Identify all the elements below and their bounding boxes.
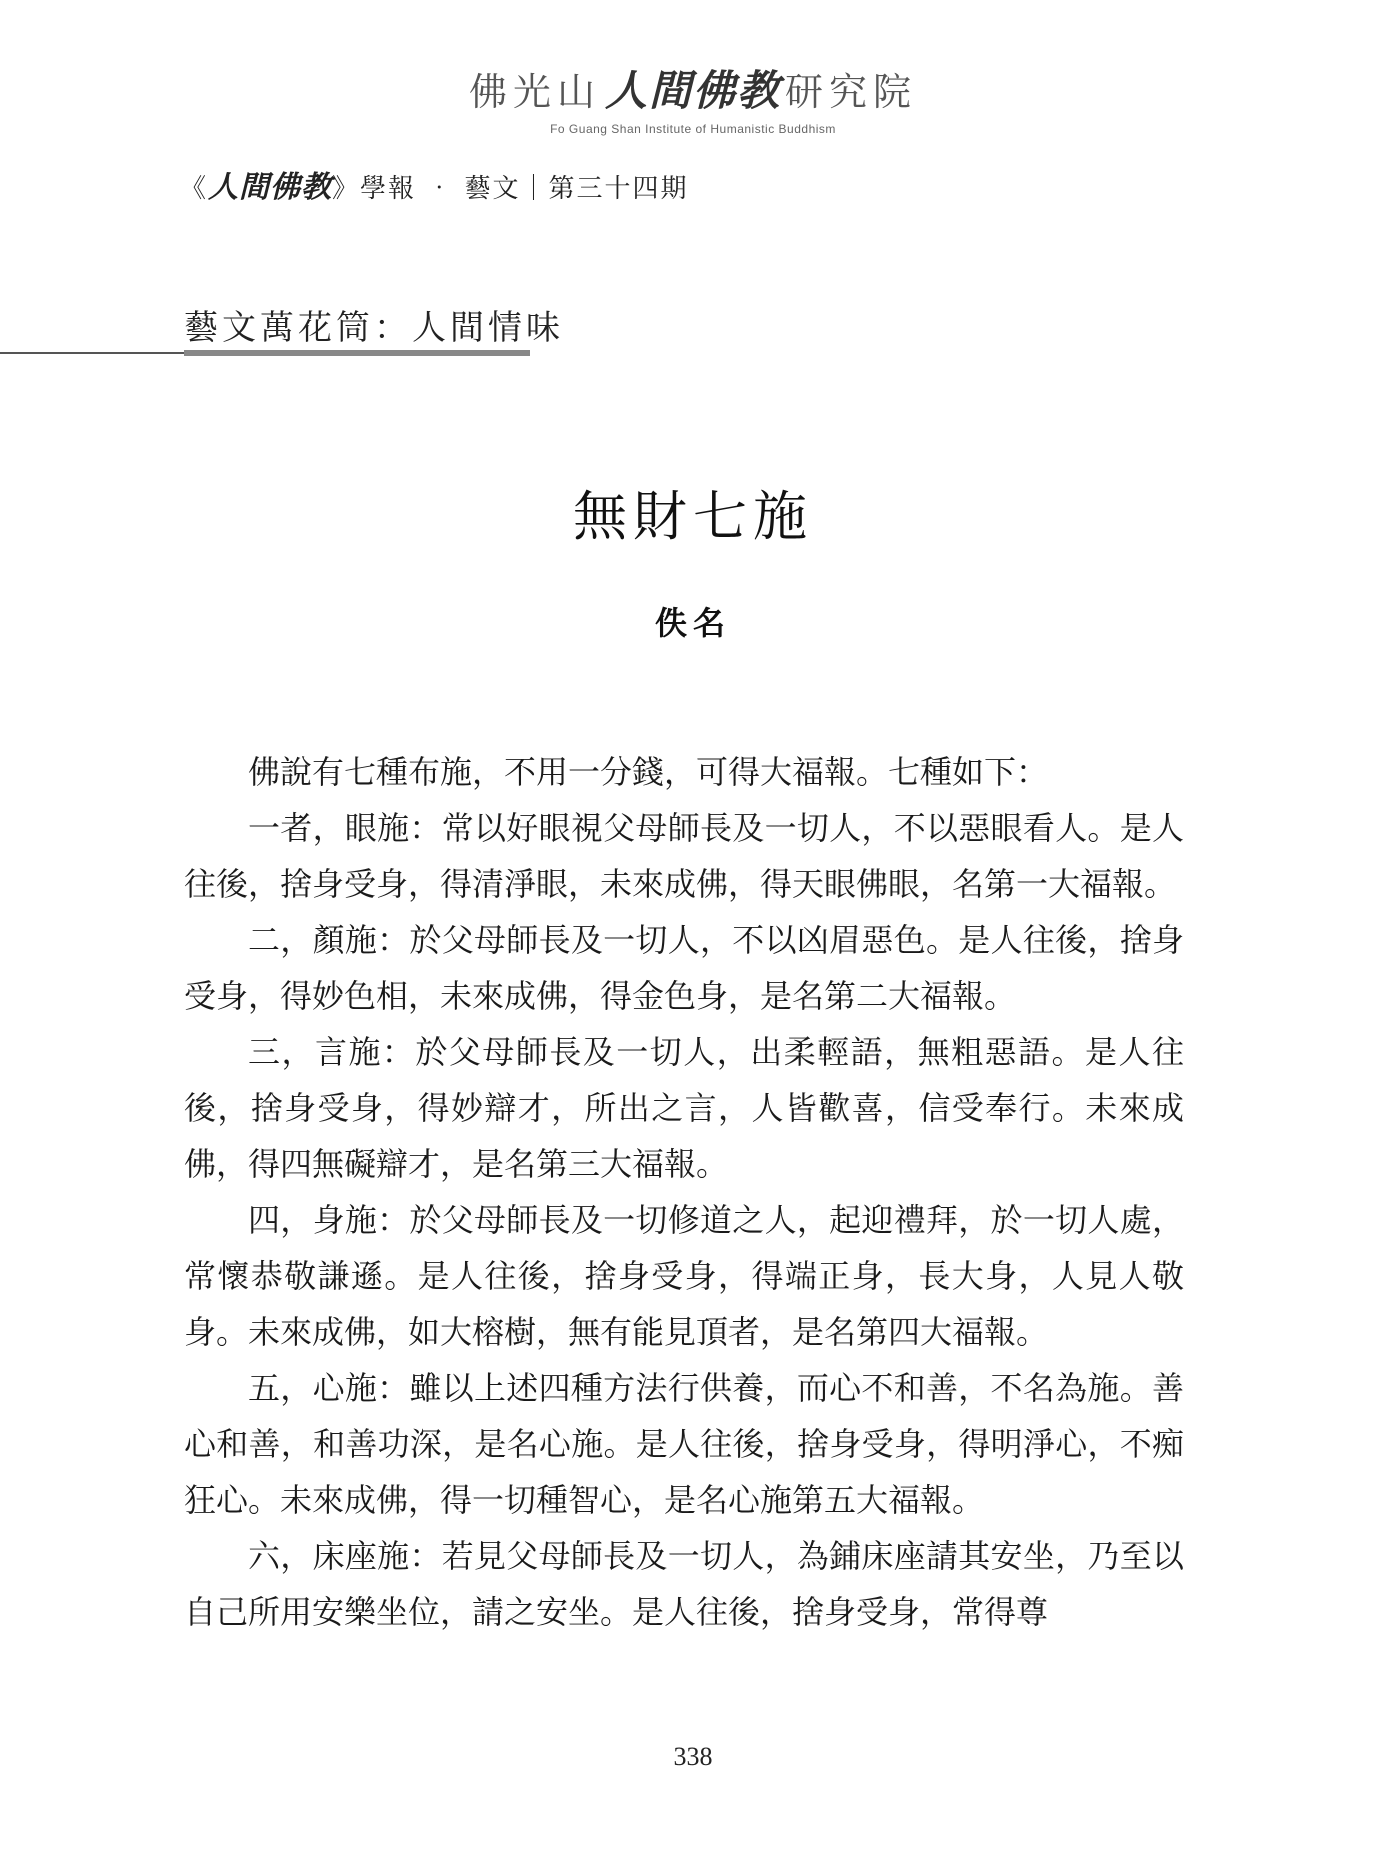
paragraph: 一者，眼施：常以好眼視父母師長及一切人，不以惡眼看人。是人往後，捨身受身，得清淨眼，未來成佛，得天眼佛眼，名第一大福報。 [184,809,1184,903]
section-title: 藝文萬花筒：人間情味 [184,308,564,348]
institute-header [0,58,1386,136]
article-title: 無財七施 [573,485,813,548]
paragraph: 四，身施：於父母師長及一切修道之人，起迎禮拜，於一切人處，常懷恭敬謙遜。是人往後，捨身受身，得端正身，長大身，人見人敬身。未來成佛，如大榕樹，無有能見頂者，是名第四大福報。 [184,1201,1184,1351]
page-number: 338 [673,1742,713,1771]
journal-running-head [180,162,689,206]
paragraph: 五，心施：雖以上述四種方法行供養，而心不和善，不名為施。善心和善，和善功深，是名心施。是人往後，捨身受身，得明淨心，不痴狂心。未來成佛，得一切種智心，是名心施第五大福報。 [184,1369,1184,1519]
article-body [184,744,1184,1640]
institute-suffix: 研究院 [785,70,918,114]
journal-issue: 》學報 ‧ 藝文｜第三十四期 [332,174,689,204]
institute-name [0,58,1386,118]
institute-english-name: Fo Guang Shan Institute of Humanistic Buddhism [550,122,836,136]
paragraph: 二，顏施：於父母師長及一切人，不以凶眉惡色。是人往後，捨身受身，得妙色相，未來成佛，得金色身，是名第二大福報。 [184,921,1184,1015]
institute-brand: 人間佛教 [604,66,781,115]
journal-brand: 人間佛教 [208,170,333,205]
paragraph: 佛說有七種布施，不用一分錢，可得大福報。七種如下： [248,753,1049,791]
journal-open-bracket: 《 [180,174,209,204]
article-author: 佚名 [654,604,731,642]
paragraph: 三，言施：於父母師長及一切人，出柔輕語，無粗惡語。是人往後，捨身受身，得妙辯才，所出之言，人皆歡喜，信受奉行。未來成佛，得四無礙辯才，是名第三大福報。 [184,1033,1184,1183]
institute-prefix: 佛光山 [468,70,601,114]
section-divider-accent [184,350,530,356]
paragraph: 六，床座施：若見父母師長及一切人，為鋪床座請其安坐，乃至以自己所用安樂坐位，請之安坐。是人往後，捨身受身，常得尊 [184,1537,1184,1631]
